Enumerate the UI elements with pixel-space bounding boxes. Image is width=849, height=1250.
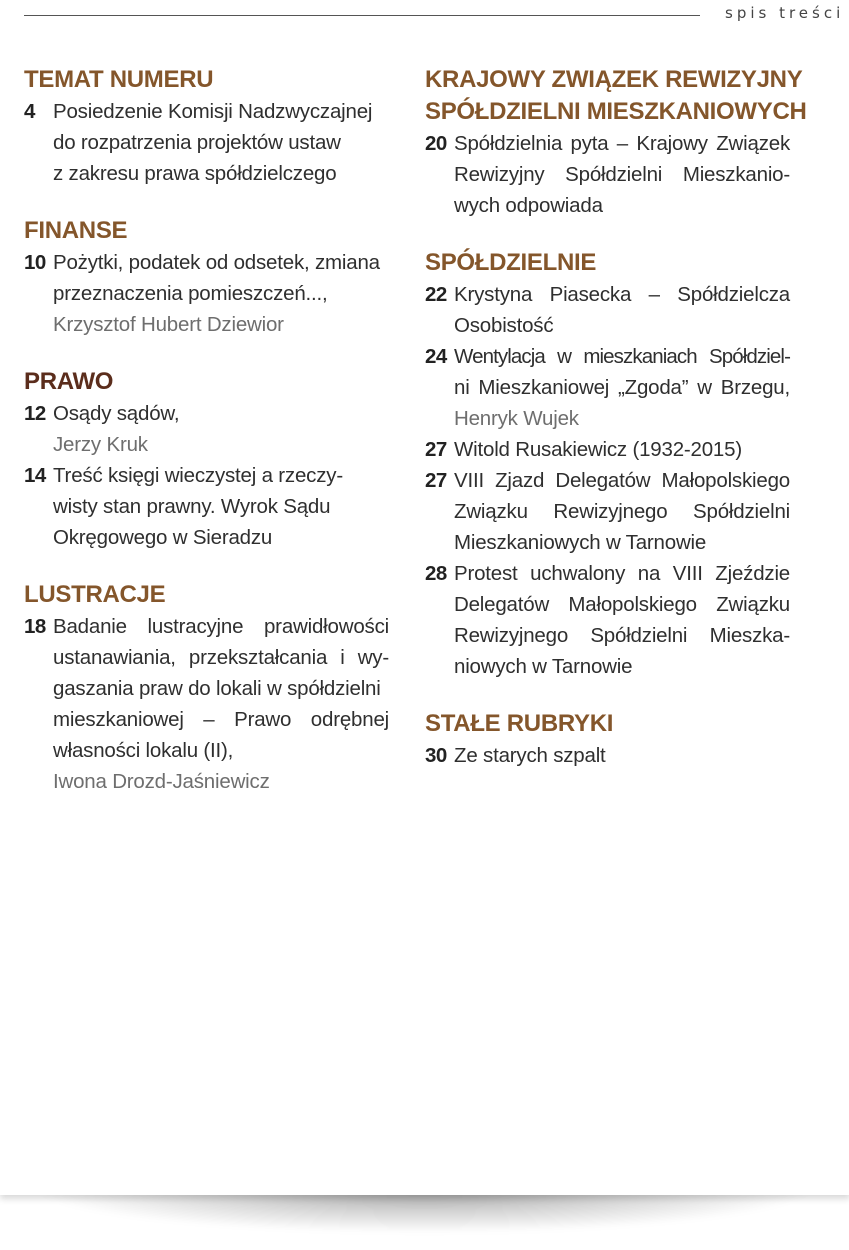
toc-entry[interactable]: [425, 740, 790, 771]
page-number: 28: [425, 562, 447, 585]
entry-line: wych odpowiada: [454, 194, 603, 217]
entry-line: Krystyna Piasecka – Spółdzielcza: [454, 283, 790, 306]
toc-section-temat-numeru: [24, 64, 389, 189]
entry-line: Ze starych szpalt: [454, 744, 606, 767]
entry-line: mieszkaniowej – Prawo odrębnej: [53, 708, 389, 731]
toc-left-column: [24, 64, 389, 823]
page-number: 18: [24, 615, 46, 638]
entry-line: Treść księgi wieczystej a rzeczy-: [53, 464, 343, 487]
entry-text: [454, 558, 790, 682]
entry-line: Rewizyjnego Spółdzielni Mieszka-: [454, 624, 790, 647]
entry-line: Osobistość: [454, 314, 554, 337]
header-label: spis treści: [725, 4, 845, 22]
entry-line: Witold Rusakiewicz (1932-2015): [454, 438, 742, 461]
entry-author: Krzysztof Hubert Dziewior: [53, 313, 284, 336]
toc-section-stale-rubryki: [425, 708, 790, 771]
toc-section-spoldzielnie: [425, 247, 790, 682]
entry-text: [53, 96, 389, 189]
entry-line: do rozpatrzenia projektów ustaw: [53, 131, 341, 154]
section-title-line: KRAJOWY ZWIĄZEK REWIZYJNY: [425, 66, 803, 93]
toc-entry[interactable]: [24, 247, 389, 340]
section-title: LUSTRACJE: [24, 581, 166, 608]
page-number: 30: [425, 744, 447, 767]
toc-section-finanse: [24, 215, 389, 340]
entry-line: VIII Zjazd Delegatów Małopolskiego: [454, 469, 790, 492]
toc-section-krajowy-zwiazek: [425, 64, 807, 221]
toc-entry[interactable]: [425, 558, 790, 682]
entry-text: [454, 341, 790, 434]
entry-line: Rewizyjny Spółdzielni Mieszkanio-: [454, 163, 790, 186]
entry-line: niowych w Tarnowie: [454, 655, 633, 678]
entry-author: Iwona Drozd-Jaśniewicz: [53, 770, 270, 793]
entry-text: [53, 611, 389, 797]
entry-line: gaszania praw do lokali w spółdzielni: [53, 677, 381, 700]
toc-section-prawo: [24, 366, 389, 553]
entry-line: ni Mieszkaniowej „Zgoda” w Brzegu,: [454, 376, 790, 399]
toc-entry[interactable]: [425, 465, 790, 558]
entry-text: [454, 434, 790, 465]
page-number: 4: [24, 100, 35, 123]
entry-line: Osądy sądów,: [53, 402, 180, 425]
entry-text: [454, 465, 790, 558]
entry-line: Badanie lustracyjne prawidłowości: [53, 615, 389, 638]
entry-line: Związku Rewizyjnego Spółdzielni: [454, 500, 790, 523]
entry-line: Pożytki, podatek od odsetek, zmiana: [53, 251, 380, 274]
section-title: PRAWO: [24, 368, 114, 395]
page-number: 12: [24, 402, 46, 425]
entry-line: z zakresu prawa spółdzielczego: [53, 162, 337, 185]
toc-entry[interactable]: [24, 96, 389, 189]
entry-text: [53, 247, 389, 340]
page-number: 27: [425, 469, 447, 492]
page-number: 14: [24, 464, 46, 487]
entry-line: przeznaczenia pomieszczeń...,: [53, 282, 328, 305]
toc-entry[interactable]: [24, 611, 389, 797]
entry-line: Protest uchwalony na VIII Zjeździe: [454, 562, 790, 585]
entry-text: [454, 279, 790, 341]
section-title-line: SPÓŁDZIELNI MIESZKANIOWYCH: [425, 98, 807, 125]
page-number: 22: [425, 283, 447, 306]
header-rule: [24, 15, 700, 16]
section-title: [425, 64, 807, 128]
page-number: 24: [425, 345, 447, 368]
entry-line: Okręgowego w Sieradzu: [53, 526, 273, 549]
entry-line: Delegatów Małopolskiego Związku: [454, 593, 790, 616]
section-title: STAŁE RUBRYKI: [425, 710, 614, 737]
entry-line: Posiedzenie Komisji Nadzwyczajnej: [53, 100, 373, 123]
toc-entry[interactable]: [425, 279, 790, 341]
page-number: 20: [425, 132, 447, 155]
toc-entry[interactable]: [425, 434, 790, 465]
page-number: 10: [24, 251, 46, 274]
entry-line: wisty stan prawny. Wyrok Sądu: [53, 495, 331, 518]
entry-text: [454, 740, 790, 771]
toc-right-column: [425, 64, 807, 797]
toc-entry[interactable]: [24, 460, 389, 553]
entry-author: Henryk Wujek: [454, 407, 579, 430]
section-title: TEMAT NUMERU: [24, 66, 214, 93]
toc-entry[interactable]: [24, 398, 389, 460]
toc-entry[interactable]: [425, 341, 790, 434]
entry-text: [53, 460, 389, 553]
page-number: 27: [425, 438, 447, 461]
entry-text: [454, 128, 790, 221]
entry-line: Wentylacja w mieszkaniach Spółdziel-: [454, 345, 790, 368]
toc-section-lustracje: [24, 579, 389, 797]
entry-line: Spółdzielnia pyta – Krajowy Związek: [454, 132, 790, 155]
toc-entry[interactable]: [425, 128, 790, 221]
entry-line: Mieszkaniowych w Tarnowie: [454, 531, 707, 554]
section-title: FINANSE: [24, 217, 128, 244]
section-title: SPÓŁDZIELNIE: [425, 249, 597, 276]
entry-line: ustanawiania, przekształcania i wy-: [53, 646, 389, 669]
entry-author: Jerzy Kruk: [53, 433, 148, 456]
entry-line: własności lokalu (II),: [53, 739, 234, 762]
entry-text: [53, 398, 389, 460]
